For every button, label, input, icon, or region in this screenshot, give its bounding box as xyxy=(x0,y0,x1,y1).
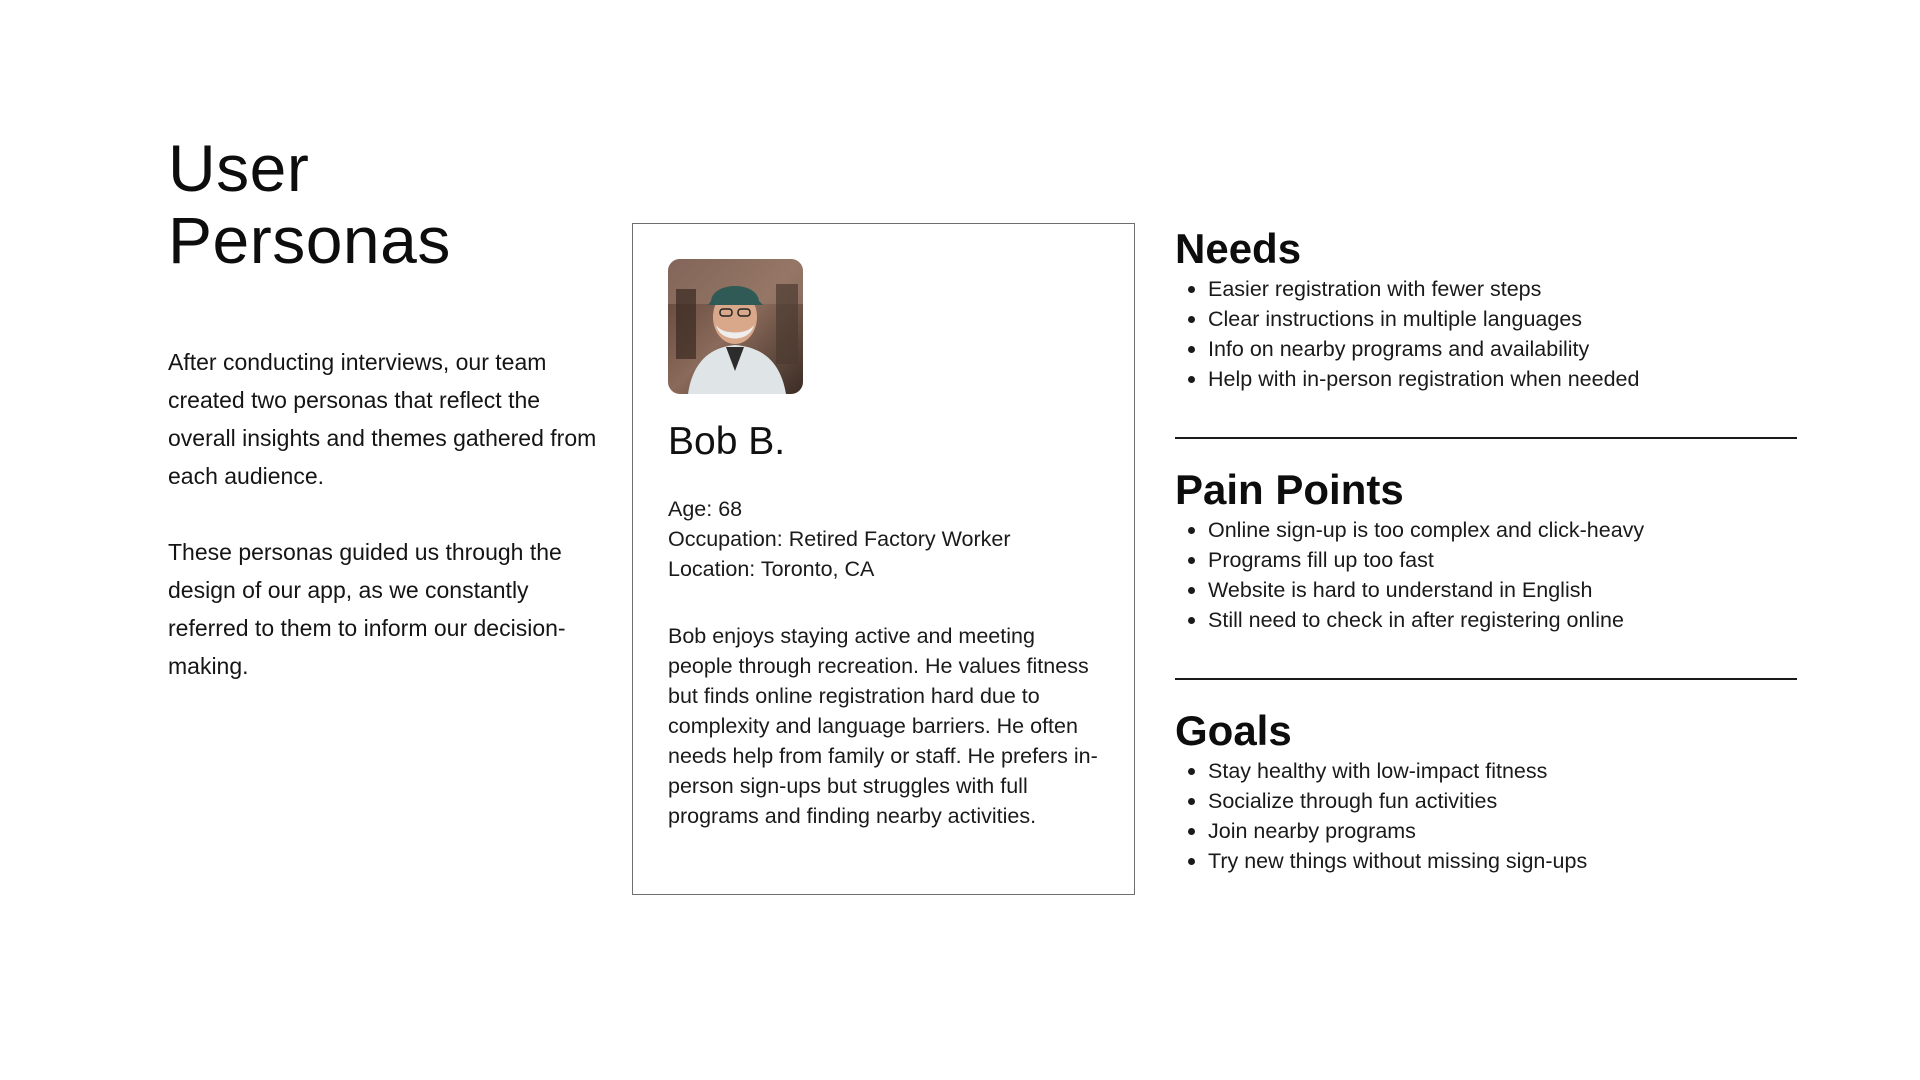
pain-points-item: Still need to check in after registering online xyxy=(1208,605,1797,635)
needs-item: Clear instructions in multiple languages xyxy=(1208,304,1797,334)
goals-section xyxy=(1175,706,1797,876)
persona-age: Age: 68 xyxy=(668,497,743,521)
pain-points-list xyxy=(1175,515,1797,635)
needs-item: Help with in-person registration when needed xyxy=(1208,364,1797,394)
section-divider xyxy=(1175,437,1797,439)
persona-bio: Bob enjoys staying active and meeting people through recreation. He values fitness but finds online registration hard due to complexity and language barriers. He often needs help from family or staff. He prefers in-person sign-ups but struggles with full programs and finding nearby activities. xyxy=(668,624,1098,828)
page-title xyxy=(168,132,451,276)
needs-heading: Needs xyxy=(1175,225,1302,272)
pain-points-item: Programs fill up too fast xyxy=(1208,545,1797,575)
pain-points-item: Online sign-up is too complex and click-heavy xyxy=(1208,515,1797,545)
avatar xyxy=(668,259,803,394)
goals-list xyxy=(1175,756,1797,876)
goals-heading: Goals xyxy=(1175,707,1292,754)
persona-occupation: Occupation: Retired Factory Worker xyxy=(668,527,1011,551)
pain-points-section xyxy=(1175,465,1797,635)
persona-location: Location: Toronto, CA xyxy=(668,557,875,581)
section-divider xyxy=(1175,678,1797,680)
needs-item: Easier registration with fewer steps xyxy=(1208,274,1797,304)
pain-points-heading: Pain Points xyxy=(1175,466,1404,513)
goals-item: Socialize through fun activities xyxy=(1208,786,1797,816)
needs-list xyxy=(1175,274,1797,394)
intro-paragraph-2: These personas guided us through the design of our app, as we constantly referred to them to inform our decision-making. xyxy=(168,539,566,679)
goals-item: Join nearby programs xyxy=(1208,816,1797,846)
intro-paragraph-1: After conducting interviews, our team created two personas that reflect the overall insights and themes gathered from each audience. xyxy=(168,349,597,489)
persona-card xyxy=(632,223,1135,895)
persona-details xyxy=(668,494,1011,584)
persona-name: Bob B. xyxy=(668,420,786,463)
page-title-line-2: Personas xyxy=(168,203,451,277)
needs-item: Info on nearby programs and availability xyxy=(1208,334,1797,364)
intro-text xyxy=(168,343,598,723)
needs-section xyxy=(1175,224,1797,394)
goals-item: Try new things without missing sign-ups xyxy=(1208,846,1797,876)
pain-points-item: Website is hard to understand in English xyxy=(1208,575,1797,605)
persona-photo xyxy=(668,259,803,394)
goals-item: Stay healthy with low-impact fitness xyxy=(1208,756,1797,786)
page-title-line-1: User xyxy=(168,131,310,205)
